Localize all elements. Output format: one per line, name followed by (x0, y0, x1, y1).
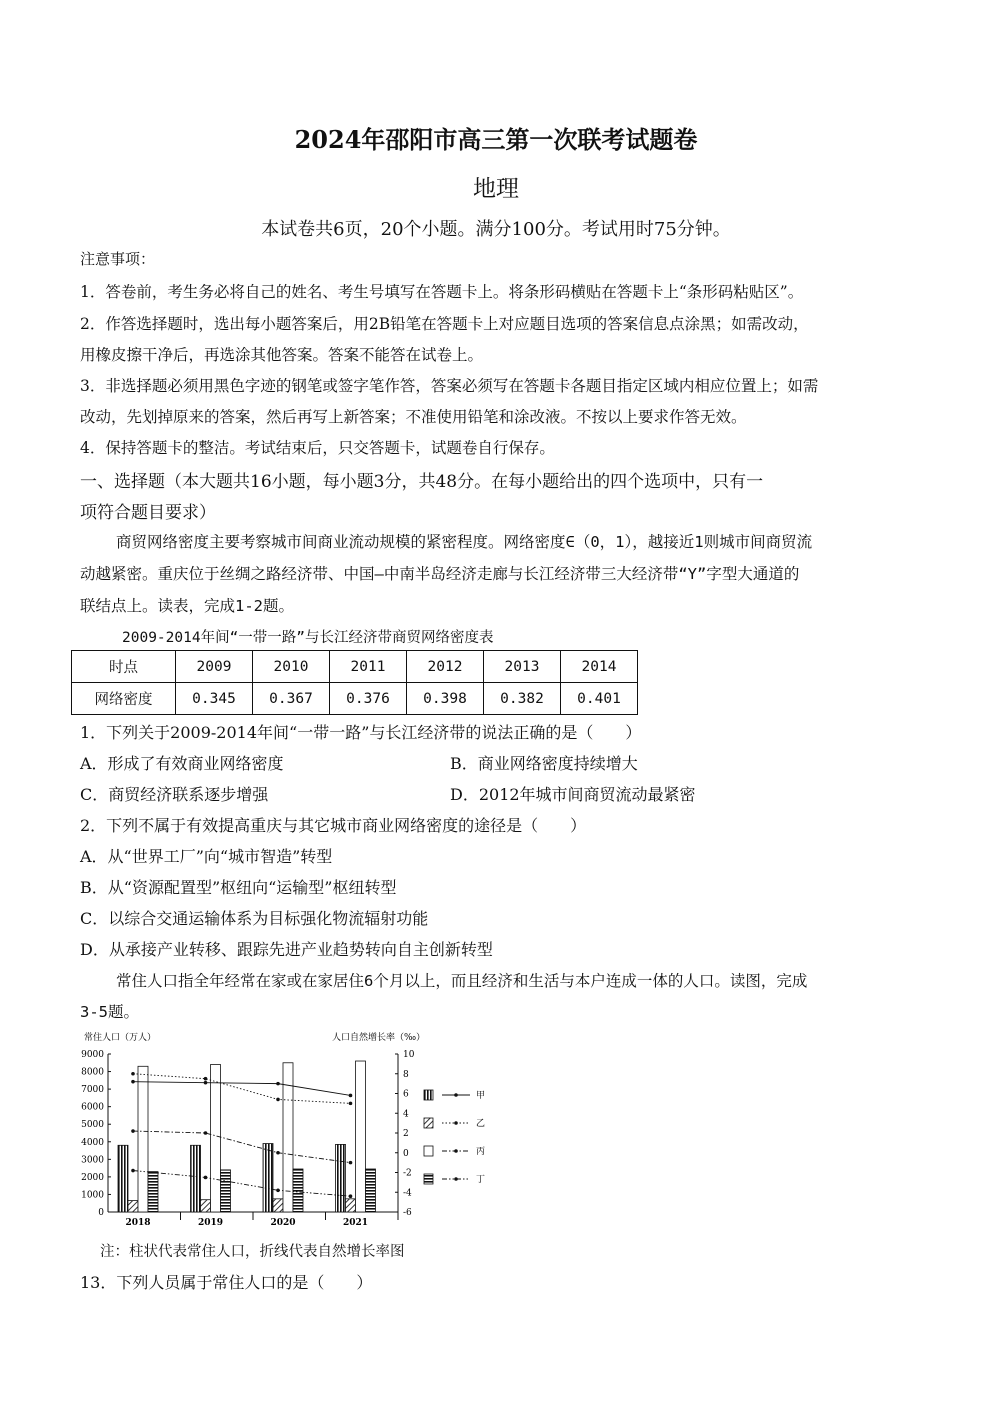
population-bar (201, 1200, 211, 1212)
passage-line: 动越紧密。重庆位于丝绸之路经济带、中国—中南半岛经济走廊与长江经济带三大经济带“Y”字型大通道的 (80, 565, 800, 583)
right-tick-label: 2 (403, 1129, 409, 1139)
notice-item: 2．作答选择题时，选出每小题答案后，用2B铅笔在答题卡上对应题目选项的答案信息点涂黑；如需改动， (80, 315, 809, 333)
right-tick-label: 8 (403, 1069, 409, 1080)
population-bar (366, 1169, 376, 1212)
left-tick-label: 4000 (81, 1137, 104, 1148)
growth-rate-point (276, 1151, 280, 1155)
growth-rate-point (131, 1129, 135, 1133)
legend-marker (454, 1093, 458, 1097)
right-tick-label: 4 (403, 1109, 409, 1120)
notice-item: 4．保持答题卡的整洁。考试结束后，只交答题卡，试题卷自行保存。 (80, 439, 555, 457)
left-tick-label: 2000 (81, 1172, 104, 1183)
population-bar (263, 1144, 273, 1212)
growth-rate-point (349, 1161, 353, 1165)
population-bar (273, 1199, 283, 1212)
growth-rate-point (131, 1080, 135, 1084)
left-tick-label: 7000 (81, 1085, 104, 1096)
table-year-cell: 2011 (330, 651, 407, 683)
growth-rate-line (133, 1074, 351, 1104)
option-c: C．以综合交通运输体系为目标强化物流辐射功能 (80, 909, 429, 928)
legend-label: 丙 (476, 1147, 486, 1157)
population-bar (356, 1061, 366, 1212)
left-tick-label: 3000 (81, 1155, 104, 1166)
left-tick-label: 9000 (81, 1050, 104, 1060)
passage-line: 商贸网络密度主要考察城市间商业流动规模的紧密程度。网络密度∈（0，1），越接近1则城市间商贸流 (116, 533, 813, 551)
left-tick-label: 1000 (81, 1190, 104, 1201)
table-value-cell: 0.345 (176, 683, 253, 715)
option-c: C．商贸经济联系逐步增强 (80, 785, 269, 804)
table-value-cell: 0.367 (253, 683, 330, 715)
population-bar (211, 1065, 221, 1212)
notice-item: 3．非选择题必须用黑色字迹的钢笔或签字笔作答，答案必须写在答题卡各题目指定区域内相应位置上；如需 (80, 377, 819, 395)
legend-swatch (424, 1174, 433, 1184)
population-bar (346, 1199, 356, 1212)
notice-item: 改动，先划掉原来的答案，然后再写上新答案；不准使用铅笔和涂改液。不按以上要求作答无效。 (80, 408, 747, 426)
notice-item: 1．答卷前，考生务必将自己的姓名、考生号填写在答题卡上。将条形码横贴在答题卡上“条形码粘贴区”。 (80, 283, 804, 301)
growth-rate-line (133, 1171, 351, 1197)
growth-rate-point (131, 1072, 135, 1076)
population-bar (118, 1145, 128, 1212)
right-tick-label: -6 (403, 1208, 412, 1218)
exam-info: 本试卷共6页，20个小题。满分100分。考试用时75分钟。 (261, 219, 731, 240)
left-tick-label: 5000 (81, 1120, 104, 1131)
table-value-cell: 0.401 (561, 683, 638, 715)
passage-line: 联结点上。读表，完成1-2题。 (80, 597, 294, 615)
notice-item: 用橡皮擦干净后，再选涂其他答案。答案不能答在试卷上。 (80, 346, 484, 364)
growth-rate-point (349, 1194, 353, 1198)
table-year-cell: 2009 (176, 651, 253, 683)
legend-marker (454, 1121, 458, 1125)
paper-title: 2024年邵阳市高三第一次联考试题卷 (294, 125, 698, 154)
x-tick-label: 2021 (342, 1218, 369, 1228)
growth-rate-point (349, 1094, 353, 1098)
density-table (71, 650, 638, 715)
x-tick-label: 2018 (125, 1218, 151, 1228)
table-value-cell: 0.382 (484, 683, 561, 715)
question-stem: 13．下列人员属于常住人口的是（ ） (80, 1273, 373, 1292)
right-tick-label: -2 (403, 1168, 412, 1179)
growth-rate-point (349, 1102, 353, 1106)
legend-label: 甲 (476, 1091, 486, 1101)
population-chart (70, 1025, 510, 1230)
population-bar (148, 1172, 158, 1212)
x-tick-label: 2019 (197, 1218, 224, 1228)
question-stem: 1．下列关于2009-2014年间“一带一路”与长江经济带的说法正确的是（ ） (80, 723, 642, 742)
notice-heading: 注意事项： (80, 250, 156, 268)
left-tick-label: 0 (98, 1208, 104, 1218)
question-stem: 2．下列不属于有效提高重庆与其它城市商业网络密度的途径是（ ） (80, 816, 587, 835)
section-heading: 一、选择题（本大题共16小题，每小题3分，共48分。在每小题给出的四个选项中，只有一 (80, 472, 764, 492)
population-bar (128, 1201, 138, 1212)
growth-rate-line (133, 1082, 351, 1096)
legend-swatch (424, 1146, 433, 1156)
growth-rate-point (276, 1098, 280, 1102)
legend-marker (454, 1149, 458, 1153)
table-year-cell: 2014 (561, 651, 638, 683)
legend-marker (454, 1177, 458, 1181)
passage-line: 3-5题。 (80, 1003, 139, 1021)
legend-label: 乙 (476, 1119, 486, 1129)
table-caption: 2009-2014年间“一带一路”与长江经济带商贸网络密度表 (122, 630, 494, 646)
left-axis-title: 常住人口（万人） (84, 1033, 157, 1043)
growth-rate-point (131, 1169, 135, 1173)
legend-swatch (424, 1118, 433, 1128)
x-tick-label: 2020 (270, 1218, 296, 1228)
section-heading-cont: 项符合题目要求） (80, 503, 216, 523)
population-bar (293, 1169, 303, 1212)
table-year-cell: 2012 (407, 651, 484, 683)
table-row (72, 683, 638, 715)
growth-rate-point (276, 1188, 280, 1192)
subject-title: 地理 (473, 176, 519, 202)
table-year-cell: 2013 (484, 651, 561, 683)
option-b: B．商业网络密度持续增大 (450, 754, 638, 773)
left-tick-label: 8000 (81, 1067, 104, 1078)
right-tick-label: -4 (403, 1188, 412, 1199)
passage-line: 常住人口指全年经常在家或在家居住6个月以上，而且经济和生活与本户连成一体的人口。读图，完成 (116, 972, 808, 990)
legend-label: 丁 (476, 1175, 486, 1185)
table-header-label: 时点 (72, 651, 176, 683)
right-tick-label: 10 (403, 1050, 415, 1060)
table-year-cell: 2010 (253, 651, 330, 683)
option-d: D．2012年城市间商贸流动最紧密 (450, 785, 696, 804)
growth-rate-point (204, 1081, 208, 1085)
option-a: A．形成了有效商业网络密度 (80, 754, 284, 773)
population-bar (336, 1144, 346, 1212)
growth-rate-line (133, 1131, 351, 1163)
right-axis-title: 人口自然增长率（‰） (332, 1033, 426, 1043)
option-a: A．从“世界工厂”向“城市智造”转型 (80, 847, 333, 866)
population-bar (221, 1170, 231, 1212)
left-tick-label: 6000 (81, 1102, 104, 1113)
table-value-cell: 0.398 (407, 683, 484, 715)
population-bar (191, 1145, 201, 1212)
population-bar (138, 1066, 148, 1212)
table-header-row (72, 651, 638, 683)
growth-rate-point (204, 1077, 208, 1081)
table-value-cell: 0.376 (330, 683, 407, 715)
right-tick-label: 0 (403, 1148, 409, 1159)
right-tick-label: 6 (403, 1089, 409, 1100)
growth-rate-point (276, 1082, 280, 1086)
legend-swatch (424, 1090, 433, 1100)
option-b: B．从“资源配置型”枢纽向“运输型”枢纽转型 (80, 878, 397, 897)
option-d: D．从承接产业转移、跟踪先进产业趋势转向自主创新转型 (80, 940, 493, 959)
chart-note: 注：柱状代表常住人口，折线代表自然增长率图 (100, 1244, 405, 1260)
growth-rate-point (204, 1131, 208, 1135)
growth-rate-point (204, 1176, 208, 1180)
table-row-label: 网络密度 (72, 683, 176, 715)
chart-plot-layer (81, 1031, 485, 1228)
